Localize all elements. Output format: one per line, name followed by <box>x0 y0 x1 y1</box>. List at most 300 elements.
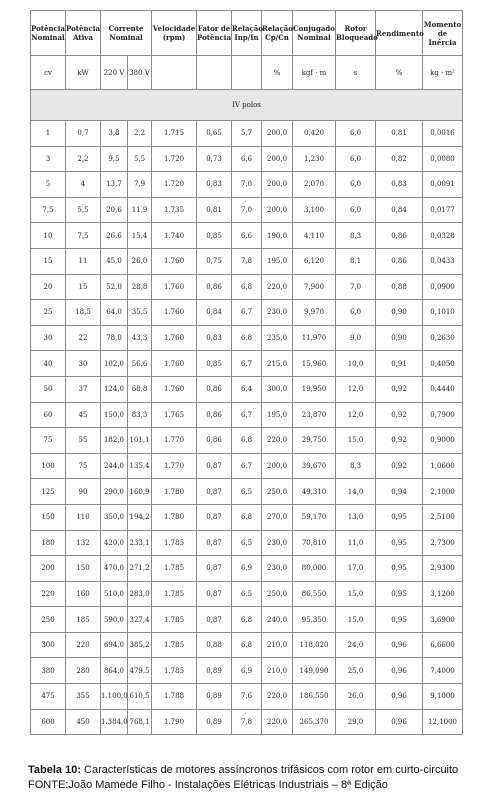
table-cell: 14,0 <box>336 479 376 505</box>
table-cell: 101,1 <box>128 428 152 454</box>
table-cell: 283,0 <box>128 581 152 607</box>
table-cell: 0,87 <box>197 556 232 582</box>
table-cell: 11 <box>66 248 101 274</box>
table-cell: 7,5 <box>31 197 66 223</box>
table-cell: 200,0 <box>262 121 293 147</box>
table-cell: 0,87 <box>197 581 232 607</box>
table-cell: 0,95 <box>376 504 423 530</box>
table-cell: 210,0 <box>262 658 293 684</box>
table-cell: 0,2630 <box>423 325 463 351</box>
unit-cv: cv <box>31 56 66 90</box>
table-cell: 1.780 <box>152 504 197 530</box>
table-cell: 0,81 <box>197 197 232 223</box>
table-cell: 150 <box>31 504 66 530</box>
table-cell: 3 <box>31 146 66 172</box>
caption-text: Características de motores assíncronos trifásicos com rotor em curto-circuito <box>81 764 459 776</box>
table-cell: 28,8 <box>128 274 152 300</box>
table-cell: 0,4050 <box>423 351 463 377</box>
table-cell: 50 <box>31 376 66 402</box>
table-row <box>31 274 463 300</box>
unit-kw: kW <box>66 56 101 90</box>
table-cell: 18,5 <box>66 300 101 326</box>
table-cell: 75 <box>66 453 101 479</box>
table-cell: 160 <box>66 581 101 607</box>
table-cell: 2,5100 <box>423 504 463 530</box>
table-cell: 15,0 <box>336 428 376 454</box>
table-cell: 118,020 <box>293 632 336 658</box>
table-cell: 2,2 <box>66 146 101 172</box>
table-cell: 6,8 <box>232 607 262 633</box>
table-cell: 385,2 <box>128 632 152 658</box>
table-cell: 0,81 <box>376 121 423 147</box>
table-cell: 11,9 <box>128 197 152 223</box>
table-cell: 11,0 <box>336 530 376 556</box>
table-cell: 9,1000 <box>423 684 463 710</box>
table-cell: 6,0 <box>336 172 376 198</box>
table-row <box>31 223 463 249</box>
table-cell: 190,0 <box>262 223 293 249</box>
table-cell: 24,0 <box>336 632 376 658</box>
table-cell: 95,350 <box>293 607 336 633</box>
table-cell: 510,0 <box>101 581 128 607</box>
table-cell: 6,9 <box>232 556 262 582</box>
table-cell: 0,0091 <box>423 172 463 198</box>
table-cell: 0,92 <box>376 453 423 479</box>
table-cell: 0,87 <box>197 504 232 530</box>
table-cell: 0,96 <box>376 632 423 658</box>
table-cell: 149,090 <box>293 658 336 684</box>
table-cell: 0,7 <box>66 121 101 147</box>
table-cell: 194,2 <box>128 504 152 530</box>
table-cell: 1.720 <box>152 172 197 198</box>
table-cell: 1.384,0 <box>101 709 128 735</box>
table-cell: 230,0 <box>262 556 293 582</box>
table-cell: 13,7 <box>101 172 128 198</box>
table-row <box>31 504 463 530</box>
table-cell: 80,000 <box>293 556 336 582</box>
table-cell: 64,0 <box>101 300 128 326</box>
table-cell: 29,750 <box>293 428 336 454</box>
table-cell: 235,0 <box>262 325 293 351</box>
table-cell: 1,0600 <box>423 453 463 479</box>
table-cell: 26,0 <box>336 684 376 710</box>
table-cell: 0,0080 <box>423 146 463 172</box>
table-cell: 86,550 <box>293 581 336 607</box>
table-cell: 244,0 <box>101 453 128 479</box>
table-cell: 2,070 <box>293 172 336 198</box>
caption-title: Tabela 10: <box>28 764 81 776</box>
table-cell: 1.785 <box>152 658 197 684</box>
table-cell: 380 <box>31 658 66 684</box>
table-cell: 56,6 <box>128 351 152 377</box>
table-cell: 83,3 <box>128 402 152 428</box>
table-cell: 230,0 <box>262 530 293 556</box>
table-cell: 78,0 <box>101 325 128 351</box>
table-cell: 1.760 <box>152 376 197 402</box>
table-cell: 125 <box>31 479 66 505</box>
table-cell: 3,1200 <box>423 581 463 607</box>
table-cell: 0,84 <box>376 197 423 223</box>
table-cell: 39,670 <box>293 453 336 479</box>
table-cell: 600 <box>31 709 66 735</box>
table-row <box>31 402 463 428</box>
table-cell: 182,0 <box>101 428 128 454</box>
table-cell: 160,9 <box>128 479 152 505</box>
table-cell: 8,3 <box>336 223 376 249</box>
table-cell: 10,0 <box>336 351 376 377</box>
unit-fator <box>197 56 232 90</box>
table-cell: 6,6 <box>232 146 262 172</box>
table-cell: 280 <box>66 658 101 684</box>
table-cell: 220,0 <box>262 428 293 454</box>
table-row <box>31 658 463 684</box>
table-cell: 90 <box>66 479 101 505</box>
table-cell: 250 <box>31 607 66 633</box>
table-cell: 55 <box>66 428 101 454</box>
table-cell: 195,0 <box>262 248 293 274</box>
table-cell: 0,0433 <box>423 248 463 274</box>
table-cell: 475 <box>31 684 66 710</box>
table-cell: 1.760 <box>152 325 197 351</box>
table-cell: 1.785 <box>152 530 197 556</box>
table-cell: 8,1 <box>336 248 376 274</box>
table-cell: 6,7 <box>232 300 262 326</box>
table-cell: 45,0 <box>101 248 128 274</box>
table-cell: 7,9 <box>128 172 152 198</box>
table-cell: 220,0 <box>262 709 293 735</box>
unit-rendimento: % <box>376 56 423 90</box>
table-cell: 2,1000 <box>423 479 463 505</box>
table-cell: 0,0016 <box>423 121 463 147</box>
table-cell: 1.735 <box>152 197 197 223</box>
table-cell: 13,0 <box>336 504 376 530</box>
table-cell: 180 <box>31 530 66 556</box>
table-cell: 1.720 <box>152 146 197 172</box>
table-cell: 215,0 <box>262 351 293 377</box>
table-cell: 0,92 <box>376 376 423 402</box>
table-cell: 240,0 <box>262 607 293 633</box>
table-cell: 75 <box>31 428 66 454</box>
table-cell: 49,310 <box>293 479 336 505</box>
table-cell: 0,86 <box>197 274 232 300</box>
table-cell: 220 <box>66 632 101 658</box>
table-cell: 0,88 <box>197 632 232 658</box>
table-cell: 0,0328 <box>423 223 463 249</box>
table-cell: 864,0 <box>101 658 128 684</box>
table-cell: 15,4 <box>128 223 152 249</box>
table-cell: 1,230 <box>293 146 336 172</box>
table-cell: 195,0 <box>262 402 293 428</box>
table-cell: 220,0 <box>262 684 293 710</box>
table-cell: 290,0 <box>101 479 128 505</box>
table-cell: 0,86 <box>197 376 232 402</box>
table-cell: 1.740 <box>152 223 197 249</box>
table-cell: 6,0 <box>336 300 376 326</box>
table-cell: 200,0 <box>262 146 293 172</box>
table-cell: 233,1 <box>128 530 152 556</box>
table-cell: 0,89 <box>197 709 232 735</box>
table-cell: 37 <box>66 376 101 402</box>
table-cell: 5 <box>31 172 66 198</box>
table-cell: 102,0 <box>101 351 128 377</box>
table-cell: 1.785 <box>152 556 197 582</box>
table-cell: 12,0 <box>336 376 376 402</box>
table-cell: 0,83 <box>197 172 232 198</box>
table-cell: 355 <box>66 684 101 710</box>
unit-cp-cn: % <box>262 56 293 90</box>
table-cell: 0,85 <box>197 223 232 249</box>
caption-source: FONTE:João Mamede Filho - Instalações Elétricas Industriais – 8ª Edição <box>28 779 388 791</box>
table-cell: 30 <box>66 351 101 377</box>
table-cell: 0,4440 <box>423 376 463 402</box>
table-cell: 52,0 <box>101 274 128 300</box>
table-row <box>31 248 463 274</box>
table-cell: 0,86 <box>376 223 423 249</box>
table-cell: 8,3 <box>336 453 376 479</box>
table-cell: 0,73 <box>197 146 232 172</box>
table-cell: 3,6900 <box>423 607 463 633</box>
table-cell: 0,82 <box>376 146 423 172</box>
header-conjugado-nominal: Conjugado Nominal <box>293 11 336 56</box>
table-cell: 1.100,0 <box>101 684 128 710</box>
unit-380v: 380 V <box>128 56 152 90</box>
header-rendimento: Rendimento <box>376 11 423 56</box>
table-cell: 1.760 <box>152 274 197 300</box>
table-cell: 124,0 <box>101 376 128 402</box>
table-cell: 150 <box>66 556 101 582</box>
table-cell: 1.785 <box>152 632 197 658</box>
table-cell: 26,0 <box>128 248 152 274</box>
table-cell: 590,0 <box>101 607 128 633</box>
table-cell: 185 <box>66 607 101 633</box>
table-cell: 1.788 <box>152 684 197 710</box>
table-cell: 0,95 <box>376 581 423 607</box>
unit-velocidade <box>152 56 197 90</box>
table-row <box>31 428 463 454</box>
table-cell: 15,0 <box>336 607 376 633</box>
table-cell: 220,0 <box>262 274 293 300</box>
table-cell: 0,89 <box>197 684 232 710</box>
table-cell: 0,0900 <box>423 274 463 300</box>
table-cell: 0,87 <box>197 453 232 479</box>
table-cell: 2,2 <box>128 121 152 147</box>
table-cell: 0,1010 <box>423 300 463 326</box>
table-cell: 7,0 <box>336 274 376 300</box>
table-cell: 1 <box>31 121 66 147</box>
table-cell: 186,550 <box>293 684 336 710</box>
table-cell: 35,5 <box>128 300 152 326</box>
table-cell: 250,0 <box>262 581 293 607</box>
table-cell: 40 <box>31 351 66 377</box>
table-cell: 230,0 <box>262 300 293 326</box>
table-cell: 20,6 <box>101 197 128 223</box>
header-corrente-nominal: Corrente Nominal <box>101 11 152 56</box>
table-row <box>31 325 463 351</box>
table-cell: 150,0 <box>101 402 128 428</box>
table-cell: 4 <box>66 172 101 198</box>
header-momento-inercia: Momento de Inércia <box>423 11 463 56</box>
header-velocidade: Velocidade (rpm) <box>152 11 197 56</box>
table-cell: 0,0177 <box>423 197 463 223</box>
table-cell: 0,83 <box>376 172 423 198</box>
unit-220v: 220 V <box>101 56 128 90</box>
table-cell: 0,95 <box>376 556 423 582</box>
table-cell: 200,0 <box>262 172 293 198</box>
table-cell: 15 <box>31 248 66 274</box>
unit-inp-in <box>232 56 262 90</box>
table-cell: 1.785 <box>152 607 197 633</box>
table-cell: 694,0 <box>101 632 128 658</box>
table-cell: 6,8 <box>232 274 262 300</box>
unit-inercia: kg · m² <box>423 56 463 90</box>
table-cell: 70,810 <box>293 530 336 556</box>
group-row <box>31 90 463 121</box>
table-cell: 7,0 <box>232 197 262 223</box>
table-cell: 6,0 <box>336 197 376 223</box>
table-row <box>31 530 463 556</box>
table-cell: 0,95 <box>376 530 423 556</box>
table-cell: 0,65 <box>197 121 232 147</box>
table-cell: 0,83 <box>197 325 232 351</box>
table-cell: 0,86 <box>197 428 232 454</box>
table-cell: 6,7 <box>232 402 262 428</box>
table-row <box>31 351 463 377</box>
table-cell: 0,95 <box>376 607 423 633</box>
table-cell: 0,90 <box>376 300 423 326</box>
table-cell: 1.770 <box>152 453 197 479</box>
table-cell: 6,6600 <box>423 632 463 658</box>
table-cell: 0,96 <box>376 684 423 710</box>
table-cell: 9,5 <box>101 146 128 172</box>
table-cell: 30 <box>31 325 66 351</box>
table-cell: 1.760 <box>152 248 197 274</box>
table-cell: 200,0 <box>262 453 293 479</box>
table-cell: 6,5 <box>232 479 262 505</box>
table-cell: 45 <box>66 402 101 428</box>
group-label: IV polos <box>31 90 463 121</box>
table-cell: 15,960 <box>293 351 336 377</box>
table-cell: 2,9300 <box>423 556 463 582</box>
table-cell: 210,0 <box>262 632 293 658</box>
table-cell: 100 <box>31 453 66 479</box>
table-cell: 15,0 <box>336 581 376 607</box>
table-row <box>31 121 463 147</box>
motor-specs-table-wrapper <box>30 10 462 735</box>
table-cell: 7,8 <box>232 709 262 735</box>
table-cell: 6,120 <box>293 248 336 274</box>
header-fator-potencia: Fator de Potência <box>197 11 232 56</box>
table-cell: 26,6 <box>101 223 128 249</box>
table-caption <box>28 763 494 793</box>
table-cell: 43,3 <box>128 325 152 351</box>
table-row <box>31 300 463 326</box>
table-cell: 450 <box>66 709 101 735</box>
table-cell: 220 <box>31 581 66 607</box>
header-potencia-nominal: Potência Nominal <box>31 11 66 56</box>
table-cell: 6,0 <box>336 146 376 172</box>
header-row <box>31 11 463 56</box>
table-cell: 23,870 <box>293 402 336 428</box>
table-cell: 19,950 <box>293 376 336 402</box>
table-cell: 300 <box>31 632 66 658</box>
header-potencia-ativa: Potência Ativa <box>66 11 101 56</box>
table-cell: 7,4000 <box>423 658 463 684</box>
table-cell: 0,9000 <box>423 428 463 454</box>
table-cell: 6,8 <box>232 428 262 454</box>
table-cell: 132 <box>66 530 101 556</box>
header-relacao-inp-in: Relação Inp/In <box>232 11 262 56</box>
table-cell: 610,5 <box>128 684 152 710</box>
table-cell: 0,96 <box>376 658 423 684</box>
table-cell: 6,7 <box>232 453 262 479</box>
table-cell: 0,75 <box>197 248 232 274</box>
table-cell: 10 <box>31 223 66 249</box>
table-cell: 0,87 <box>197 607 232 633</box>
table-cell: 0,420 <box>293 121 336 147</box>
table-cell: 0,90 <box>376 325 423 351</box>
table-cell: 479,5 <box>128 658 152 684</box>
table-cell: 6,8 <box>232 504 262 530</box>
table-cell: 1.760 <box>152 300 197 326</box>
motor-specs-table <box>30 10 463 735</box>
unit-conjugado: kgf · m <box>293 56 336 90</box>
table-cell: 200,0 <box>262 197 293 223</box>
table-cell: 110 <box>66 504 101 530</box>
table-cell: 6,8 <box>232 325 262 351</box>
header-rotor-bloqueado: Rotor Bloqueado <box>336 11 376 56</box>
table-cell: 327,4 <box>128 607 152 633</box>
table-cell: 0,89 <box>197 658 232 684</box>
table-row <box>31 581 463 607</box>
table-cell: 12,0 <box>336 402 376 428</box>
table-cell: 271,2 <box>128 556 152 582</box>
table-cell: 0,7900 <box>423 402 463 428</box>
table-cell: 6,5 <box>232 530 262 556</box>
table-cell: 3,100 <box>293 197 336 223</box>
table-row <box>31 607 463 633</box>
table-cell: 270,0 <box>262 504 293 530</box>
table-cell: 25,0 <box>336 658 376 684</box>
table-cell: 0,92 <box>376 402 423 428</box>
table-cell: 7,5 <box>66 223 101 249</box>
table-row <box>31 172 463 198</box>
table-cell: 265,370 <box>293 709 336 735</box>
unit-rotor: s <box>336 56 376 90</box>
table-cell: 6,9 <box>232 658 262 684</box>
table-cell: 1.790 <box>152 709 197 735</box>
table-cell: 5,5 <box>66 197 101 223</box>
table-cell: 3,8 <box>101 121 128 147</box>
table-cell: 5,7 <box>232 121 262 147</box>
table-row <box>31 376 463 402</box>
table-cell: 0,87 <box>197 530 232 556</box>
table-cell: 0,91 <box>376 351 423 377</box>
table-cell: 0,94 <box>376 479 423 505</box>
table-cell: 68,8 <box>128 376 152 402</box>
table-cell: 9,0 <box>336 325 376 351</box>
table-cell: 6,4 <box>232 376 262 402</box>
table-cell: 350,0 <box>101 504 128 530</box>
table-cell: 25 <box>31 300 66 326</box>
table-cell: 6,8 <box>232 632 262 658</box>
table-cell: 420,0 <box>101 530 128 556</box>
header-relacao-cp-cn: Relação Cp/Cn <box>262 11 293 56</box>
table-cell: 60 <box>31 402 66 428</box>
table-cell: 22 <box>66 325 101 351</box>
table-cell: 135,4 <box>128 453 152 479</box>
table-cell: 12,1000 <box>423 709 463 735</box>
table-row <box>31 453 463 479</box>
